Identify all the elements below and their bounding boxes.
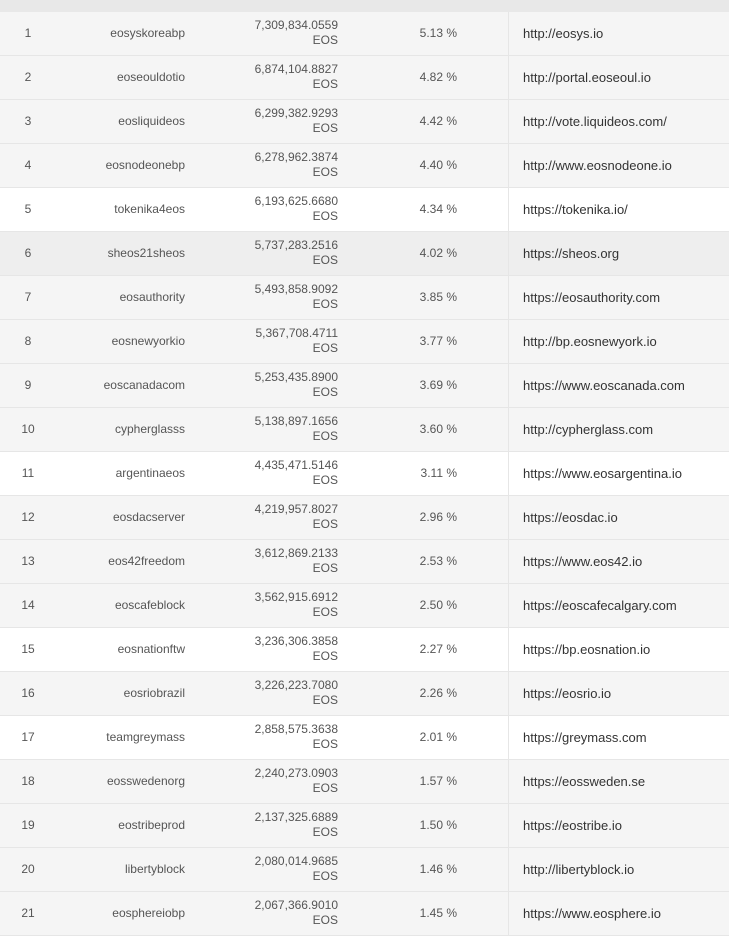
vote-percent: 5.13 % [419, 26, 457, 40]
votes-unit: EOS [312, 209, 338, 223]
votes-value: 6,278,962.3874 [254, 150, 338, 164]
rank-cell: 11 [21, 466, 35, 480]
producer-name: eosyskoreabp [110, 26, 185, 40]
table-row[interactable] [0, 320, 729, 364]
votes-unit: EOS [312, 429, 338, 443]
producer-url-link[interactable]: https://www.eos42.io [508, 540, 729, 583]
producer-url-link[interactable]: https://eoscafecalgary.com [508, 584, 729, 627]
producer-name: eosswedenorg [106, 774, 185, 788]
vote-percent: 4.42 % [419, 114, 457, 128]
producer-url-link[interactable]: http://libertyblock.io [508, 848, 729, 891]
rank-cell: 2 [24, 70, 32, 84]
votes-value: 6,299,382.9293 [254, 106, 338, 120]
producer-name: sheos21sheos [107, 246, 185, 260]
producer-url-link[interactable]: https://greymass.com [508, 716, 729, 759]
votes-value: 3,612,869.2133 [254, 546, 338, 560]
vote-percent: 3.77 % [419, 334, 457, 348]
rank-cell: 17 [21, 730, 35, 744]
votes-unit: EOS [312, 341, 338, 355]
votes-cell [200, 62, 338, 105]
votes-cell [200, 722, 338, 765]
votes-cell [200, 810, 338, 853]
votes-value: 2,240,273.0903 [254, 766, 338, 780]
votes-unit: EOS [312, 825, 338, 839]
producer-url-link[interactable]: https://bp.eosnation.io [508, 628, 729, 671]
votes-cell [200, 766, 338, 809]
table-row[interactable] [0, 56, 729, 100]
votes-unit: EOS [312, 605, 338, 619]
vote-percent: 2.50 % [419, 598, 457, 612]
votes-unit: EOS [312, 517, 338, 531]
rank-cell: 3 [24, 114, 32, 128]
votes-value: 2,067,366.9010 [254, 898, 338, 912]
rank-cell: 7 [24, 290, 32, 304]
producer-url-link[interactable]: https://eosauthority.com [508, 276, 729, 319]
producer-url-link[interactable]: https://sheos.org [508, 232, 729, 275]
votes-cell [200, 194, 338, 237]
vote-percent: 4.82 % [419, 70, 457, 84]
votes-cell [200, 502, 338, 545]
producer-name: eosauthority [119, 290, 185, 304]
vote-percent: 4.40 % [419, 158, 457, 172]
producer-url-link[interactable]: https://eosdac.io [508, 496, 729, 539]
votes-value: 3,236,306.3858 [254, 634, 338, 648]
votes-cell [200, 326, 338, 369]
vote-percent: 1.46 % [419, 862, 457, 876]
table-row[interactable] [0, 12, 729, 56]
vote-percent: 2.27 % [419, 642, 457, 656]
producer-name: eosnationftw [117, 642, 185, 656]
vote-percent: 3.85 % [419, 290, 457, 304]
votes-value: 2,080,014.9685 [254, 854, 338, 868]
rank-cell: 12 [21, 510, 35, 524]
table-row[interactable] [0, 276, 729, 320]
votes-unit: EOS [312, 693, 338, 707]
votes-unit: EOS [312, 913, 338, 927]
producer-url-link[interactable]: http://eosys.io [508, 12, 729, 55]
producer-url-link[interactable]: https://www.eosphere.io [508, 892, 729, 935]
table-row[interactable] [0, 452, 729, 496]
table-row[interactable] [0, 892, 729, 936]
vote-percent: 3.60 % [419, 422, 457, 436]
rank-cell: 15 [21, 642, 35, 656]
producer-url-link[interactable]: http://vote.liquideos.com/ [508, 100, 729, 143]
votes-value: 5,737,283.2516 [254, 238, 338, 252]
votes-value: 3,226,223.7080 [254, 678, 338, 692]
votes-value: 5,138,897.1656 [254, 414, 338, 428]
table-row[interactable] [0, 804, 729, 848]
vote-percent: 1.45 % [419, 906, 457, 920]
producer-name: argentinaeos [115, 466, 185, 480]
votes-value: 5,493,858.9092 [254, 282, 338, 296]
rank-cell: 4 [24, 158, 32, 172]
producer-name: tokenika4eos [114, 202, 185, 216]
vote-percent: 4.34 % [419, 202, 457, 216]
producer-name: eostribeprod [118, 818, 185, 832]
vote-percent: 4.02 % [419, 246, 457, 260]
votes-value: 5,253,435.8900 [254, 370, 338, 384]
table-row[interactable] [0, 188, 729, 232]
votes-cell [200, 238, 338, 281]
vote-percent: 3.11 % [420, 466, 457, 480]
producer-name: eos42freedom [108, 554, 185, 568]
votes-cell [200, 634, 338, 677]
votes-unit: EOS [312, 473, 338, 487]
votes-value: 7,309,834.0559 [254, 18, 338, 32]
table-row[interactable] [0, 364, 729, 408]
vote-percent: 1.50 % [419, 818, 457, 832]
votes-unit: EOS [312, 297, 338, 311]
producer-url-link[interactable]: https://eossweden.se [508, 760, 729, 803]
rank-cell: 16 [21, 686, 35, 700]
producer-url-link[interactable]: https://tokenika.io/ [508, 188, 729, 231]
table-row[interactable] [0, 540, 729, 584]
vote-percent: 1.57 % [419, 774, 457, 788]
producer-url-link[interactable]: http://cypherglass.com [508, 408, 729, 451]
table-row[interactable] [0, 584, 729, 628]
producer-name: eosdacserver [112, 510, 185, 524]
votes-unit: EOS [312, 869, 338, 883]
votes-value: 5,367,708.4711 [255, 326, 338, 340]
votes-cell [200, 546, 338, 589]
votes-value: 6,193,625.6680 [254, 194, 338, 208]
votes-unit: EOS [312, 385, 338, 399]
votes-unit: EOS [312, 33, 338, 47]
votes-cell [200, 898, 338, 941]
producer-url-link[interactable]: https://eosrio.io [508, 672, 729, 715]
votes-cell [200, 18, 338, 61]
vote-percent: 2.01 % [419, 730, 457, 744]
producer-name: eosliquideos [118, 114, 185, 128]
table-row[interactable] [0, 232, 729, 276]
table-row[interactable] [0, 628, 729, 672]
votes-cell [200, 106, 338, 149]
producer-name: cypherglasss [114, 422, 185, 436]
votes-unit: EOS [312, 781, 338, 795]
rank-cell: 5 [24, 202, 32, 216]
producer-name: eosphereiobp [112, 906, 185, 920]
producer-url-link[interactable]: https://eostribe.io [508, 804, 729, 847]
votes-unit: EOS [312, 561, 338, 575]
votes-value: 6,874,104.8827 [254, 62, 338, 76]
table-row[interactable] [0, 760, 729, 804]
rank-cell: 8 [24, 334, 32, 348]
votes-cell [200, 370, 338, 413]
votes-unit: EOS [312, 77, 338, 91]
rank-cell: 6 [24, 246, 32, 260]
producer-url-link[interactable]: http://portal.eoseoul.io [508, 56, 729, 99]
table-row[interactable] [0, 144, 729, 188]
vote-percent: 2.53 % [419, 554, 457, 568]
producer-name: eosriobrazil [123, 686, 185, 700]
producer-url-link[interactable]: https://www.eoscanada.com [508, 364, 729, 407]
producer-url-link[interactable]: http://bp.eosnewyork.io [508, 320, 729, 363]
votes-value: 2,137,325.6889 [254, 810, 338, 824]
rank-cell: 13 [21, 554, 35, 568]
producer-name: eoscanadacom [103, 378, 185, 392]
rank-cell: 14 [21, 598, 35, 612]
vote-percent: 3.69 % [419, 378, 457, 392]
table-row[interactable] [0, 672, 729, 716]
producer-url-link[interactable]: https://www.eosargentina.io [508, 452, 729, 495]
votes-value: 2,858,575.3638 [254, 722, 338, 736]
votes-value: 3,562,915.6912 [254, 590, 338, 604]
producer-name: libertyblock [124, 862, 185, 876]
votes-cell [200, 678, 338, 721]
rank-cell: 19 [21, 818, 35, 832]
vote-percent: 2.26 % [419, 686, 457, 700]
votes-unit: EOS [312, 121, 338, 135]
votes-cell [200, 458, 338, 501]
table-row[interactable] [0, 100, 729, 144]
votes-cell [200, 590, 338, 633]
rank-cell: 21 [21, 906, 35, 920]
table-row[interactable] [0, 496, 729, 540]
votes-unit: EOS [312, 253, 338, 267]
table-row[interactable] [0, 408, 729, 452]
producer-name: teamgreymass [106, 730, 185, 744]
rank-cell: 18 [21, 774, 35, 788]
votes-cell [200, 414, 338, 457]
votes-value: 4,435,471.5146 [254, 458, 338, 472]
producer-name: eosnodeonebp [105, 158, 185, 172]
producer-url-link[interactable]: http://www.eosnodeone.io [508, 144, 729, 187]
rank-cell: 20 [21, 862, 35, 876]
votes-cell [200, 282, 338, 325]
producer-name: eosnewyorkio [111, 334, 185, 348]
table-row[interactable] [0, 848, 729, 892]
rank-cell: 1 [24, 26, 32, 40]
votes-unit: EOS [312, 649, 338, 663]
rank-cell: 9 [24, 378, 32, 392]
votes-unit: EOS [312, 165, 338, 179]
rank-cell: 10 [21, 422, 35, 436]
producer-name: eoscafeblock [114, 598, 185, 612]
votes-value: 4,219,957.8027 [254, 502, 338, 516]
votes-cell [200, 150, 338, 193]
producer-name: eoseouldotio [116, 70, 185, 84]
producers-table [0, 12, 729, 936]
votes-cell [200, 854, 338, 897]
vote-percent: 2.96 % [419, 510, 457, 524]
table-row[interactable] [0, 716, 729, 760]
votes-unit: EOS [312, 737, 338, 751]
